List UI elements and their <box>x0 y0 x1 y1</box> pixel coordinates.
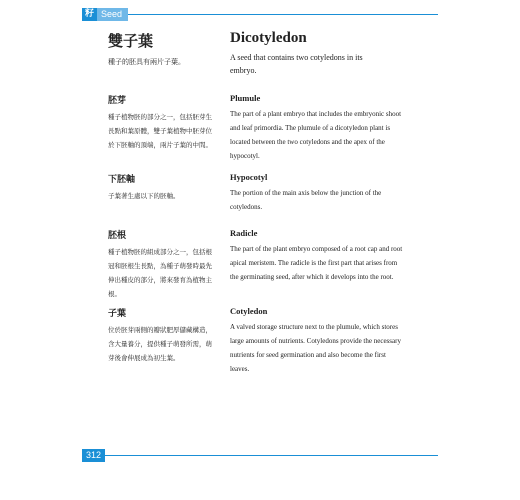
footer-rule <box>82 455 438 456</box>
main-entry-zh-title: 雙子葉 <box>108 32 154 50</box>
entry-zh-body: 種子植物胚的組成部分之一，包括根冠和胚根生長點，為種子萌發時最先伸出種皮的部分，將來發育為植物主根。 <box>108 248 212 298</box>
entry-en <box>230 172 405 214</box>
entry-zh-title: 下胚軸 <box>108 175 136 185</box>
entry-en-body: A valved storage structure next to the plumule, which stores large amounts of nutrients. Cotyledons provide the necessary nutrients for seed germination and also become the first leaves. <box>230 323 401 373</box>
entry-en <box>230 228 405 284</box>
entry-zh <box>108 228 218 301</box>
main-entry-en-title: Dicotyledon <box>230 30 307 46</box>
entry-en-title: Plumule <box>230 93 261 103</box>
entry-en-title: Cotyledon <box>230 306 268 316</box>
entry-en-title: Radicle <box>230 228 258 238</box>
main-entry-zh <box>108 30 218 67</box>
page-number: 312 <box>82 449 105 462</box>
entry-en <box>230 93 405 163</box>
entry-en-body: The part of the plant embryo composed of a root cap and root apical meristem. The radicle is the first part that arises from the germinating seed, after which it develops into the root. <box>230 245 403 281</box>
entry-en-title: Hypocotyl <box>230 172 268 182</box>
entry-zh-title: 胚芽 <box>108 96 127 106</box>
section-tab <box>82 8 128 21</box>
entry-zh-title: 胚根 <box>108 231 127 241</box>
header-rule <box>82 14 438 15</box>
entry-zh-body: 種子植物胚的部分之一，包括胚芽生長點和葉原體，雙子葉植物中胚芽位於下胚軸的頂端，兩片子葉的中間。 <box>108 113 212 149</box>
section-tab-en: Seed <box>97 8 128 21</box>
entry-zh-body: 子葉著生處以下的胚軸。 <box>108 192 180 200</box>
entry-en-body: The portion of the main axis below the junction of the cotyledons. <box>230 189 382 211</box>
section-tab-zh: 籽 <box>82 8 97 21</box>
main-entry-en <box>230 30 380 77</box>
main-entry-zh-body: 種子的胚具有兩片子葉。 <box>108 58 185 66</box>
entry-zh <box>108 172 218 203</box>
main-entry-en-body: A seed that contains two cotyledons in its embryo. <box>230 53 363 75</box>
entry-zh <box>108 306 218 365</box>
entry-en-body: The part of a plant embryo that includes the embryonic shoot and leaf primordia. The plumule of a dicotyledon plant is located between the two cotyledons and the apex of the hypocotyl. <box>230 110 402 160</box>
entry-zh-body: 位於胚芽兩側的瓣狀肥厚儲藏構造，含大量養分，提供種子萌發所需，萌芽後會伸展成為初生葉。 <box>108 326 212 362</box>
entry-en <box>230 306 405 376</box>
entry-zh <box>108 93 218 152</box>
entry-zh-title: 子葉 <box>108 309 127 319</box>
